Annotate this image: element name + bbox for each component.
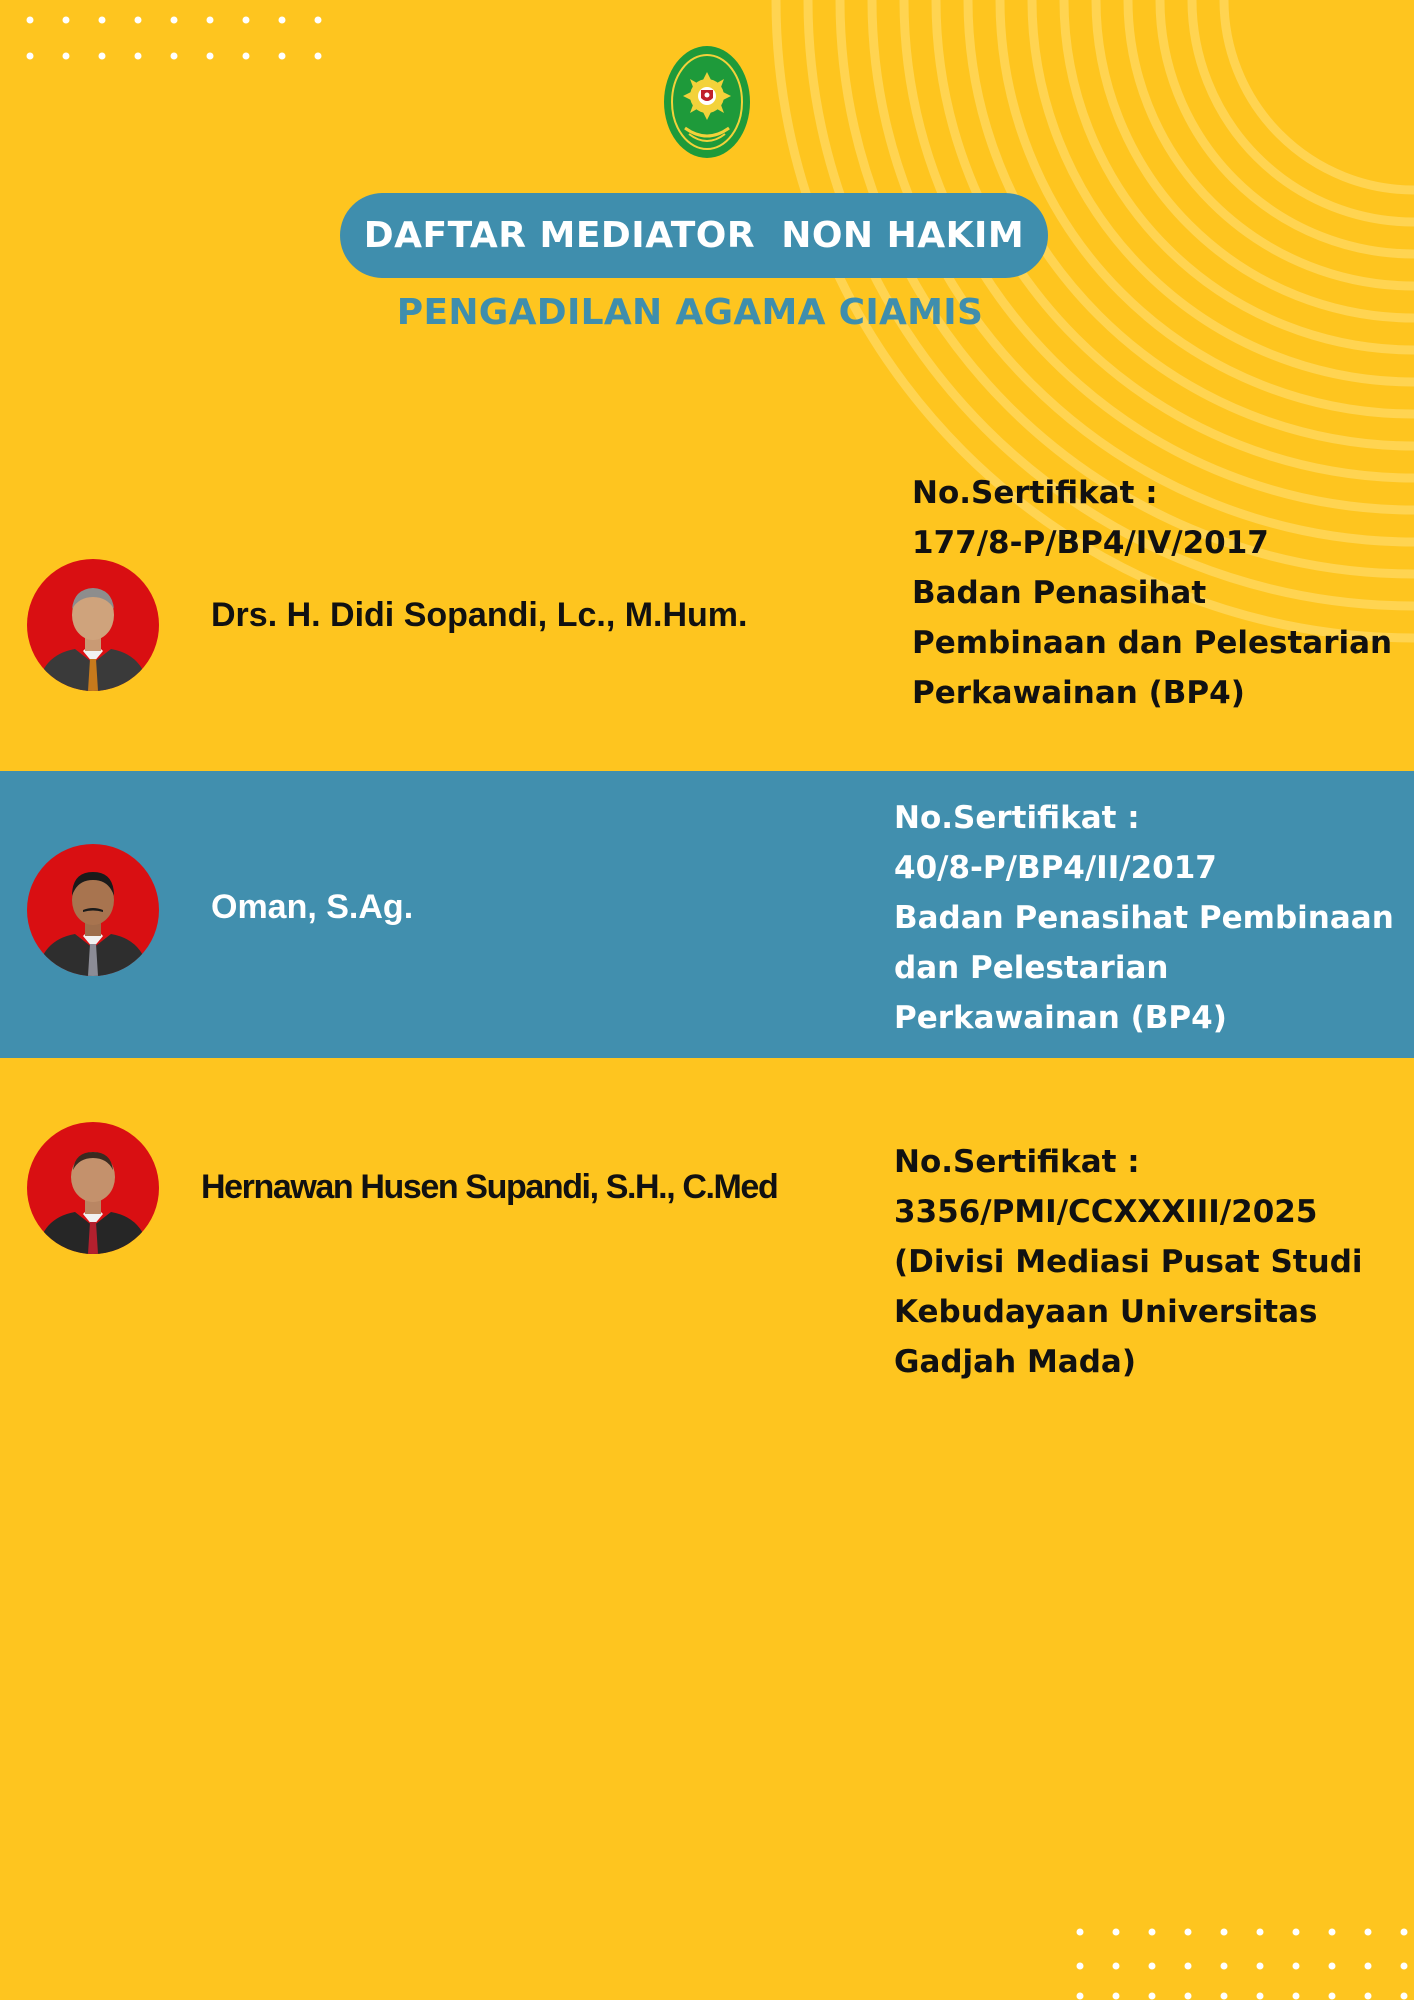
person-portrait-icon [27,1122,159,1254]
cert-line: Pembinaan dan Pelestarian [912,625,1393,661]
mediator-name: Drs. H. Didi Sopandi, Lc., M.Hum. [211,596,748,634]
court-seal-logo [663,44,751,160]
cert-line: 40/8-P/BP4/II/2017 [894,850,1217,886]
mediator-certificate [912,468,1392,718]
cert-line: No.Sertifikat : [894,800,1140,836]
cert-line: Perkawainan (BP4) [912,675,1245,711]
dot-pattern-bottom-right [1066,1918,1414,2000]
cert-line: No.Sertifikat : [894,1144,1140,1180]
mediator-certificate [894,1137,1363,1387]
cert-line: 3356/PMI/CCXXXIII/2025 [894,1194,1318,1230]
cert-line: No.Sertifikat : [912,475,1158,511]
cert-line: (Divisi Mediasi Pusat Studi [894,1244,1363,1280]
page-subtitle: PENGADILAN AGAMA CIAMIS [396,292,984,333]
mediator-certificate [894,793,1394,1043]
cert-line: 177/8-P/BP4/IV/2017 [912,525,1269,561]
cert-line: Gadjah Mada) [894,1344,1137,1380]
cert-line: Badan Penasihat Pembinaan [894,900,1394,936]
person-portrait-icon [27,559,159,691]
person-portrait-icon [27,844,159,976]
mediator-photo [27,559,159,691]
cert-line: Perkawainan (BP4) [894,1000,1227,1036]
mediator-name: Hernawan Husen Supandi, S.H., C.Med [201,1168,778,1206]
cert-line: dan Pelestarian [894,950,1169,986]
mediator-photo [27,1122,159,1254]
cert-line: Badan Penasihat [912,575,1207,611]
dot-pattern-top-left [20,12,340,64]
cert-line: Kebudayaan Universitas [894,1294,1318,1330]
mediator-name: Oman, S.Ag. [211,888,414,926]
mediator-photo [27,844,159,976]
page-title: DAFTAR MEDIATOR NON HAKIM [340,193,1048,278]
